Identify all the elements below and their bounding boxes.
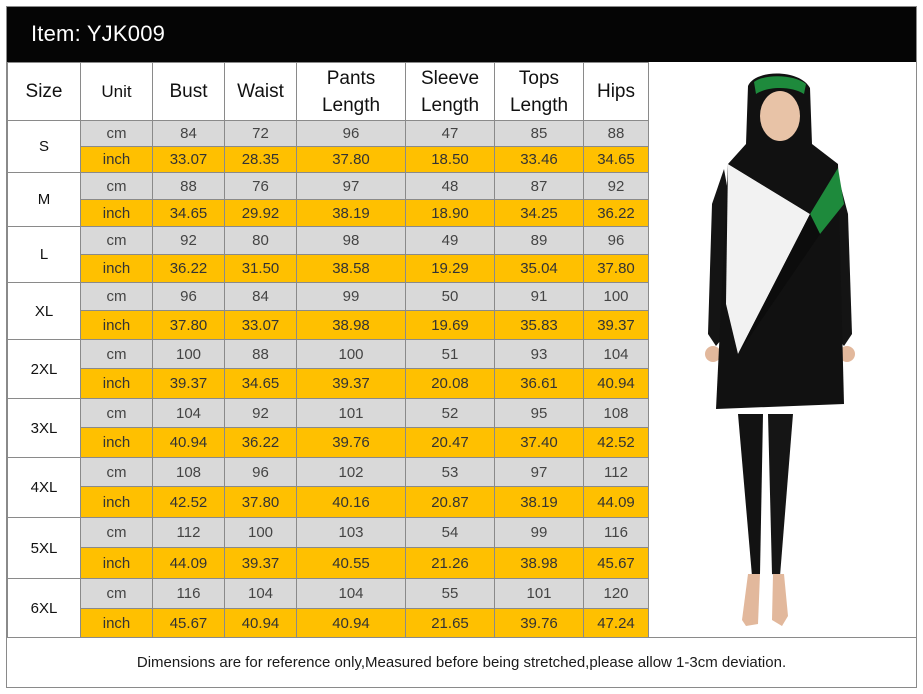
pants-length-cell: 39.37 xyxy=(297,369,406,399)
waist-cell: 100 xyxy=(225,518,297,548)
table-row xyxy=(8,311,649,340)
hips-cell: 42.52 xyxy=(584,428,649,458)
bust-cell: 36.22 xyxy=(153,255,225,283)
tops-length-cell: 33.46 xyxy=(495,147,584,173)
pants-length-cell: 103 xyxy=(297,518,406,548)
pants-length-cell: 40.94 xyxy=(297,609,406,638)
hips-cell: 47.24 xyxy=(584,609,649,638)
bust-cell: 34.65 xyxy=(153,200,225,227)
pants-length-cell: 38.19 xyxy=(297,200,406,227)
header-bar xyxy=(7,7,916,62)
table-row xyxy=(8,121,649,147)
pants-length-cell: 104 xyxy=(297,579,406,609)
pants-length-cell: 40.55 xyxy=(297,548,406,579)
hips-cell: 112 xyxy=(584,458,649,487)
sleeve-length-cell: 52 xyxy=(406,399,495,428)
bust-cell: 108 xyxy=(153,458,225,487)
unit-cell: cm xyxy=(81,458,153,487)
header-hips: Hips xyxy=(584,63,649,121)
tops-length-cell: 85 xyxy=(495,121,584,147)
pants-length-cell: 102 xyxy=(297,458,406,487)
table-row xyxy=(8,255,649,283)
pants-length-cell: 98 xyxy=(297,227,406,255)
tops-length-cell: 91 xyxy=(495,283,584,311)
pants-length-cell: 37.80 xyxy=(297,147,406,173)
waist-cell: 33.07 xyxy=(225,311,297,340)
model-photo xyxy=(660,64,910,636)
size-label: S xyxy=(8,121,81,173)
unit-cell: inch xyxy=(81,428,153,458)
header-pants-length: Pants Length xyxy=(297,63,406,121)
hips-cell: 34.65 xyxy=(584,147,649,173)
table-row xyxy=(8,399,649,428)
tops-length-cell: 35.04 xyxy=(495,255,584,283)
waist-cell: 84 xyxy=(225,283,297,311)
pants-length-cell: 38.58 xyxy=(297,255,406,283)
leggings-right xyxy=(768,414,793,576)
hips-cell: 36.22 xyxy=(584,200,649,227)
unit-cell: inch xyxy=(81,255,153,283)
hips-cell: 88 xyxy=(584,121,649,147)
sleeve-length-cell: 20.87 xyxy=(406,487,495,518)
sleeve-length-cell: 54 xyxy=(406,518,495,548)
tops-length-cell: 99 xyxy=(495,518,584,548)
bust-cell: 100 xyxy=(153,340,225,369)
pants-length-cell: 40.16 xyxy=(297,487,406,518)
bust-cell: 92 xyxy=(153,227,225,255)
hips-cell: 116 xyxy=(584,518,649,548)
bust-cell: 44.09 xyxy=(153,548,225,579)
table-row xyxy=(8,487,649,518)
waist-cell: 39.37 xyxy=(225,548,297,579)
hips-cell: 44.09 xyxy=(584,487,649,518)
footer xyxy=(7,637,916,687)
hips-cell: 96 xyxy=(584,227,649,255)
table-header-row xyxy=(8,63,649,121)
table-row xyxy=(8,283,649,311)
tops-length-cell: 38.98 xyxy=(495,548,584,579)
tops-length-cell: 35.83 xyxy=(495,311,584,340)
pants-length-cell: 38.98 xyxy=(297,311,406,340)
unit-cell: inch xyxy=(81,200,153,227)
sleeve-length-cell: 53 xyxy=(406,458,495,487)
hips-cell: 104 xyxy=(584,340,649,369)
hips-cell: 45.67 xyxy=(584,548,649,579)
table-row xyxy=(8,369,649,399)
unit-cell: cm xyxy=(81,579,153,609)
table-row xyxy=(8,428,649,458)
unit-cell: cm xyxy=(81,518,153,548)
tops-length-cell: 36.61 xyxy=(495,369,584,399)
sleeve-length-cell: 48 xyxy=(406,173,495,200)
sleeve-length-cell: 55 xyxy=(406,579,495,609)
table-row xyxy=(8,609,649,638)
size-label: M xyxy=(8,173,81,227)
hips-cell: 100 xyxy=(584,283,649,311)
sleeve-length-cell: 20.47 xyxy=(406,428,495,458)
table-row xyxy=(8,147,649,173)
table-row xyxy=(8,579,649,609)
bust-cell: 40.94 xyxy=(153,428,225,458)
face xyxy=(760,91,800,141)
table-row xyxy=(8,173,649,200)
unit-cell: inch xyxy=(81,487,153,518)
bust-cell: 45.67 xyxy=(153,609,225,638)
table-row xyxy=(8,518,649,548)
header-size: Size xyxy=(8,63,81,121)
waist-cell: 36.22 xyxy=(225,428,297,458)
table-row xyxy=(8,200,649,227)
tops-length-cell: 39.76 xyxy=(495,609,584,638)
hips-cell: 108 xyxy=(584,399,649,428)
unit-cell: cm xyxy=(81,399,153,428)
sleeve-length-cell: 19.69 xyxy=(406,311,495,340)
unit-cell: inch xyxy=(81,147,153,173)
bust-cell: 37.80 xyxy=(153,311,225,340)
tops-length-cell: 37.40 xyxy=(495,428,584,458)
unit-cell: cm xyxy=(81,121,153,147)
pants-length-cell: 100 xyxy=(297,340,406,369)
size-label: 4XL xyxy=(8,458,81,518)
sleeve-length-cell: 21.65 xyxy=(406,609,495,638)
tops-length-cell: 93 xyxy=(495,340,584,369)
size-chart-table xyxy=(7,62,649,638)
unit-cell: cm xyxy=(81,340,153,369)
pants-length-cell: 39.76 xyxy=(297,428,406,458)
foot-left xyxy=(742,574,760,626)
size-label: XL xyxy=(8,283,81,340)
sleeve-length-cell: 51 xyxy=(406,340,495,369)
waist-cell: 96 xyxy=(225,458,297,487)
bust-cell: 42.52 xyxy=(153,487,225,518)
table-row xyxy=(8,548,649,579)
waist-cell: 76 xyxy=(225,173,297,200)
unit-cell: inch xyxy=(81,609,153,638)
size-label: 2XL xyxy=(8,340,81,399)
sleeve-length-cell: 18.50 xyxy=(406,147,495,173)
unit-cell: cm xyxy=(81,283,153,311)
bust-cell: 104 xyxy=(153,399,225,428)
tops-length-cell: 89 xyxy=(495,227,584,255)
sleeve-length-cell: 49 xyxy=(406,227,495,255)
unit-cell: cm xyxy=(81,227,153,255)
tops-length-cell: 87 xyxy=(495,173,584,200)
waist-cell: 104 xyxy=(225,579,297,609)
hips-cell: 40.94 xyxy=(584,369,649,399)
tops-length-cell: 38.19 xyxy=(495,487,584,518)
hips-cell: 92 xyxy=(584,173,649,200)
waist-cell: 92 xyxy=(225,399,297,428)
unit-cell: inch xyxy=(81,369,153,399)
size-label: 5XL xyxy=(8,518,81,579)
unit-cell: inch xyxy=(81,548,153,579)
size-label: L xyxy=(8,227,81,283)
bust-cell: 112 xyxy=(153,518,225,548)
waist-cell: 29.92 xyxy=(225,200,297,227)
hips-cell: 39.37 xyxy=(584,311,649,340)
header-tops-length: Tops Length xyxy=(495,63,584,121)
tops-length-cell: 34.25 xyxy=(495,200,584,227)
sleeve-length-cell: 20.08 xyxy=(406,369,495,399)
pants-length-cell: 99 xyxy=(297,283,406,311)
tops-length-cell: 95 xyxy=(495,399,584,428)
sleeve-length-cell: 47 xyxy=(406,121,495,147)
waist-cell: 31.50 xyxy=(225,255,297,283)
bust-cell: 96 xyxy=(153,283,225,311)
bust-cell: 88 xyxy=(153,173,225,200)
header-waist: Waist xyxy=(225,63,297,121)
header-bust: Bust xyxy=(153,63,225,121)
tops-length-cell: 97 xyxy=(495,458,584,487)
pants-length-cell: 101 xyxy=(297,399,406,428)
sleeve-length-cell: 19.29 xyxy=(406,255,495,283)
header-unit: Unit xyxy=(81,63,153,121)
foot-right xyxy=(772,574,788,626)
pants-length-cell: 97 xyxy=(297,173,406,200)
size-label: 3XL xyxy=(8,399,81,458)
waist-cell: 37.80 xyxy=(225,487,297,518)
sleeve-length-cell: 50 xyxy=(406,283,495,311)
unit-cell: inch xyxy=(81,311,153,340)
waist-cell: 88 xyxy=(225,340,297,369)
item-title: Item: YJK009 xyxy=(31,21,166,46)
waist-cell: 80 xyxy=(225,227,297,255)
leggings-left xyxy=(738,414,763,576)
sleeve-length-cell: 18.90 xyxy=(406,200,495,227)
pants-length-cell: 96 xyxy=(297,121,406,147)
header-sleeve-length: Sleeve Length xyxy=(406,63,495,121)
bust-cell: 116 xyxy=(153,579,225,609)
waist-cell: 40.94 xyxy=(225,609,297,638)
bust-cell: 33.07 xyxy=(153,147,225,173)
sleeve-length-cell: 21.26 xyxy=(406,548,495,579)
hips-cell: 120 xyxy=(584,579,649,609)
bust-cell: 84 xyxy=(153,121,225,147)
bust-cell: 39.37 xyxy=(153,369,225,399)
waist-cell: 34.65 xyxy=(225,369,297,399)
hips-cell: 37.80 xyxy=(584,255,649,283)
table-row xyxy=(8,458,649,487)
unit-cell: cm xyxy=(81,173,153,200)
table-row xyxy=(8,227,649,255)
waist-cell: 72 xyxy=(225,121,297,147)
tops-length-cell: 101 xyxy=(495,579,584,609)
waist-cell: 28.35 xyxy=(225,147,297,173)
size-label: 6XL xyxy=(8,579,81,638)
table-row xyxy=(8,340,649,369)
footer-note: Dimensions are for reference only,Measured before being stretched,please allow 1-3cm deviation. xyxy=(136,654,787,671)
